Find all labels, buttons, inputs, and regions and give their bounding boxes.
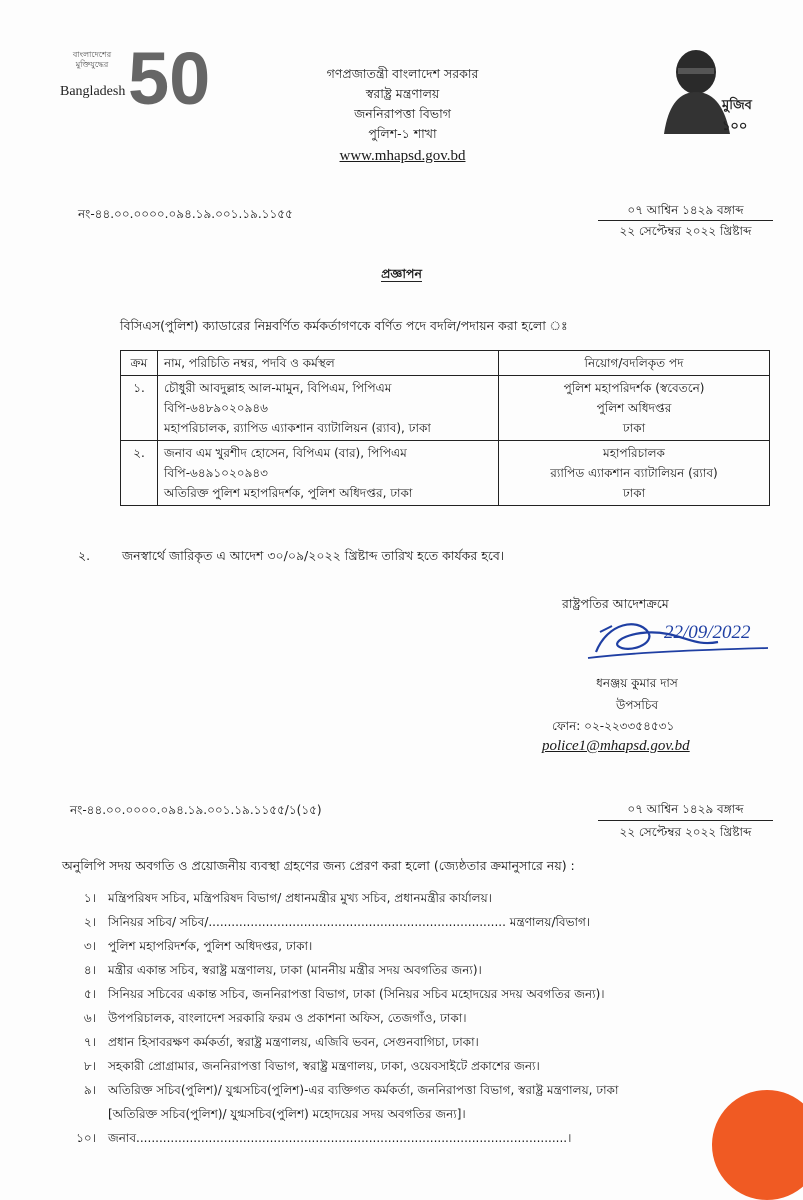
list-number: ৬। (83, 1011, 96, 1025)
table-row (121, 441, 770, 506)
officer-current-post: মহাপরিচালক, র‍্যাপিড এ্যাকশান ব্যাটালিয়ন (র‍্যাব), ঢাকা (164, 421, 431, 435)
officer-current-post: অতিরিক্ত পুলিশ মহাপরিদর্শক, পুলিশ অধিদপ্তর, ঢাকা (164, 486, 413, 500)
list-text: মন্ত্রিপরিষদ সচিব, মন্ত্রিপরিষদ বিভাগ/ প্রধানমন্ত্রীর মুখ্য সচিব, প্রধানমন্ত্রীর কার্যালয়। (108, 891, 492, 905)
signature-date: 22/09/2022 (664, 622, 751, 643)
list-item (62, 910, 762, 934)
paragraph-number: ২. (78, 548, 91, 563)
row-new-post (499, 441, 770, 506)
new-post-line: র‍্যাপিড এ্যাকশান ব্যাটালিয়ন (র‍্যাব) (550, 466, 718, 480)
memo-date-bangla: ০৭ আশ্বিন ১৪২৯ বঙ্গাব্দ (598, 200, 773, 221)
list-text: জনাব.................................................................................................................। (108, 1131, 572, 1145)
intro-text: বিসিএস(পুলিশ) ক্যাডারের নিম্নবর্ণিত কর্মকর্তাগণকে বর্ণিত পদে বদলি/পদায়ন করা হলো ঃ (120, 318, 568, 333)
new-post-line: পুলিশ মহাপরিদর্শক (স্ববেতনে) (563, 381, 705, 395)
list-number: ৭। (83, 1035, 96, 1049)
list-text: সহকারী প্রোগ্রামার, জননিরাপত্তা বিভাগ, স্বরাষ্ট্র মন্ত্রণালয়, ঢাকা, ওয়েবসাইটে প্রকাশের জন্য। (108, 1059, 540, 1073)
copy-recipient-list (62, 886, 762, 1150)
header-line-branch: পুলিশ-১ শাখা (368, 126, 437, 141)
list-number: ৫। (83, 987, 96, 1001)
copy-intro: অনুলিপি সদয় অবগতি ও প্রয়োজনীয় ব্যবস্থা গ্রহণের জন্য প্রেরণ করা হলো (জ্যেষ্ঠতার ক্রমানুসারে নয়) : (62, 858, 575, 873)
list-text: [অতিরিক্ত সচিব(পুলিশ)/ যুগ্মসচিব(পুলিশ) মহোদয়ের সদয় অবগতির জন্য]। (108, 1107, 466, 1121)
list-text: সিনিয়র সচিবের একান্ত সচিব, জননিরাপত্তা বিভাগ, ঢাকা (সিনিয়র সচিব মহোদয়ের সদয় অবগতির জন্য)। (108, 987, 605, 1001)
presidential-order: রাষ্ট্রপতির আদেশক্রমে (562, 596, 669, 611)
table-header: নিয়োগ/বদলিকৃত পদ (499, 351, 770, 376)
row-serial: ১. (121, 376, 158, 441)
copy-reference-number: নং-৪৪.০০.০০০০.০৯৪.১৯.০০১.১৯.১১৫৫/১(১৫) (70, 803, 322, 817)
list-text: পুলিশ মহাপরিদর্শক, পুলিশ অধিদপ্তর, ঢাকা। (108, 939, 313, 953)
new-post-line: ঢাকা (622, 486, 646, 500)
officer-bp-number: বিপি-৬৪৮৯০২০৯৪৬ (164, 401, 268, 415)
list-number: ১০। (76, 1131, 96, 1145)
list-text: প্রধান হিসাবরক্ষণ কর্মকর্তা, স্বরাষ্ট্র মন্ত্রণালয়, এজিবি ভবন, সেগুনবাগিচা, ঢাকা। (108, 1035, 479, 1049)
logo-country-text: Bangladesh (60, 84, 126, 99)
row-new-post (499, 376, 770, 441)
memo-date (598, 200, 773, 241)
list-number: ২। (83, 915, 96, 929)
transfer-table (120, 350, 770, 506)
list-number: ৯। (83, 1083, 96, 1097)
signatory-name: ধনঞ্জয় কুমার দাস (596, 676, 678, 690)
header-line-ministry: স্বরাষ্ট্র মন্ত্রণালয় (365, 86, 440, 101)
officer-bp-number: বিপি-৬৪৯১০২০৯৪৩ (164, 466, 268, 480)
list-number: ৪। (83, 963, 96, 977)
document-title: প্রজ্ঞাপন (381, 266, 422, 281)
logo-small-text: বাংলাদেশের মুক্তিযুদ্ধের (72, 50, 112, 69)
officer-name: জনাব এম খুরশীদ হোসেন, বিপিএম (বার), পিপিএম (164, 446, 407, 460)
mujib-logo-text: মুজিব ১০০ (722, 98, 752, 134)
paragraph-text: জনস্বার্থে জারিকৃত এ আদেশ ৩০/০৯/২০২২ খ্রিষ্টাব্দ তারিখ হতে কার্যকর হবে। (122, 548, 505, 563)
list-number: ১। (83, 891, 96, 905)
copy-date (598, 798, 773, 843)
row-officer (158, 376, 499, 441)
list-item (62, 958, 762, 982)
effective-date-paragraph (78, 548, 504, 568)
row-officer (158, 441, 499, 506)
list-item (62, 1006, 762, 1030)
list-text: মন্ত্রীর একান্ত সচিব, স্বরাষ্ট্র মন্ত্রণালয়, ঢাকা (মাননীয় মন্ত্রীর সদয় অবগতির জন্য)। (108, 963, 482, 977)
list-item (62, 1030, 762, 1054)
memo-date-english: ২২ সেপ্টেম্বর ২০২২ খ্রিষ্টাব্দ (619, 224, 752, 238)
list-text: অতিরিক্ত সচিব(পুলিশ)/ যুগ্মসচিব(পুলিশ)-এর ব্যক্তিগত কর্মকর্তা, জননিরাপত্তা বিভাগ, স্বরাষ্ট্র মন্ত্রণালয়, ঢাকা (108, 1083, 619, 1097)
list-item (62, 1054, 762, 1078)
signatory-email[interactable]: police1@mhapsd.gov.bd (542, 738, 690, 754)
list-item (62, 1126, 762, 1150)
signatory-block (562, 672, 712, 716)
handwritten-signature (578, 612, 778, 672)
list-item (62, 886, 762, 910)
copy-date-bangla: ০৭ আশ্বিন ১৪২৯ বঙ্গাব্দ (598, 798, 773, 821)
list-item (62, 982, 762, 1006)
list-item (62, 934, 762, 958)
list-text: সিনিয়র সচিব/ সচিব/.............................................................................. মন্ত্রণালয়/বিভাগ। (108, 915, 591, 929)
table-row (121, 376, 770, 441)
row-serial: ২. (121, 441, 158, 506)
list-item-continuation (62, 1102, 762, 1126)
list-number: ৮। (83, 1059, 96, 1073)
list-item (62, 1078, 762, 1102)
signatory-phone: ফোন: ০২-২২৩৩৫৪৫৩১ (552, 719, 675, 733)
bangladesh-50-logo (58, 37, 211, 120)
list-text: উপপরিচালক, বাংলাদেশ সরকারি ফরম ও প্রকাশনা অফিস, তেজগাঁও, ঢাকা। (108, 1011, 467, 1025)
table-header: ক্রম (121, 351, 158, 376)
table-header-row (121, 351, 770, 376)
website-link[interactable]: www.mhapsd.gov.bd (339, 148, 466, 164)
new-post-line: ঢাকা (622, 421, 646, 435)
new-post-line: পুলিশ অধিদপ্তর (596, 401, 672, 415)
mujib-100-logo (660, 42, 778, 134)
header-line-government: গণপ্রজাতন্ত্রী বাংলাদেশ সরকার (326, 66, 479, 81)
copy-date-english: ২২ সেপ্টেম্বর ২০২২ খ্রিষ্টাব্দ (619, 825, 752, 839)
header-line-division: জননিরাপত্তা বিভাগ (354, 106, 451, 121)
signatory-designation: উপসচিব (615, 698, 658, 712)
list-number: ৩। (83, 939, 96, 953)
officer-name: চৌধুরী আবদুল্লাহ আল-মামুন, বিপিএম, পিপিএম (164, 381, 392, 395)
table-header: নাম, পরিচিতি নম্বর, পদবি ও কর্মস্থল (158, 351, 499, 376)
logo-numeral: 50 (128, 37, 211, 120)
new-post-line: মহাপরিচালক (603, 446, 665, 460)
memo-reference-number: নং-৪৪.০০.০০০০.০৯৪.১৯.০০১.১৯.১১৫৫ (78, 207, 293, 221)
letterhead (230, 64, 575, 166)
